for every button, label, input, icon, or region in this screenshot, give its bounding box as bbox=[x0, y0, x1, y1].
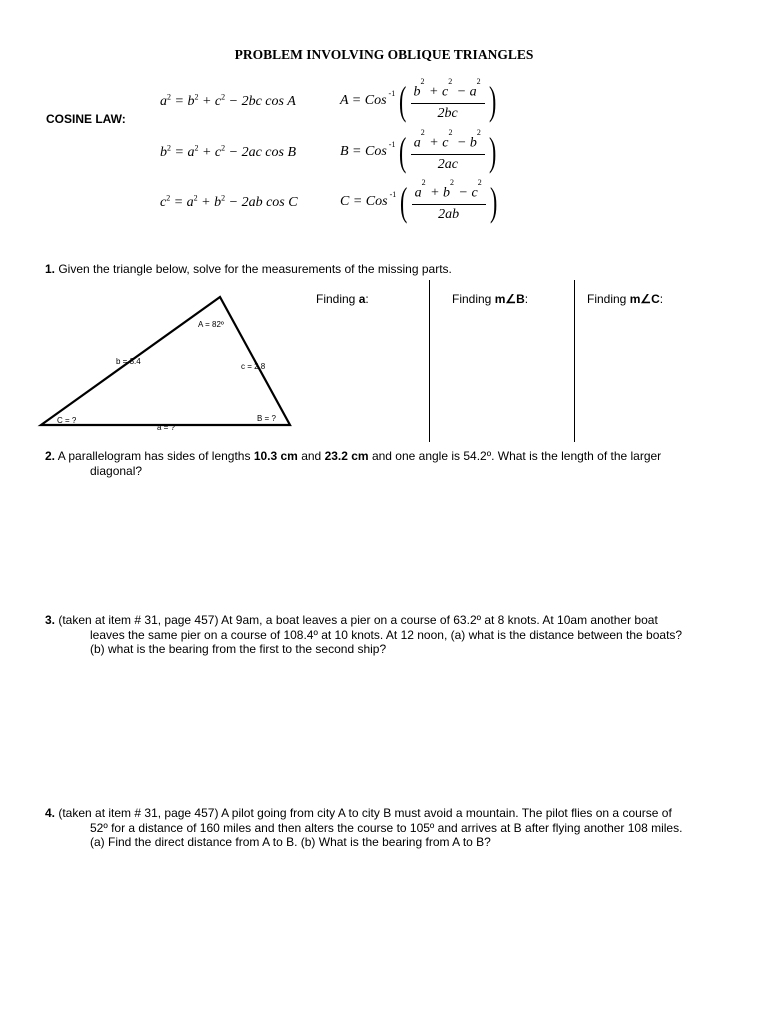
cosine-law-eq-b: $b^2 = a^2 + c^2 - 2ac$ cos B bbox=[160, 143, 297, 160]
question-number: 1. bbox=[45, 262, 56, 276]
label-angle-C: C = ? bbox=[57, 416, 77, 425]
cosine-law-eq-a: $a^2 = b^2 + c^2 - 2bc$ cos A bbox=[160, 92, 296, 109]
question-number: 2. bbox=[45, 449, 56, 463]
question-4: 4. (taken at item # 31, page 457) A pilot going from city A to city B must avoid a mountain. The pilot flies on a course of 52º for a distance of 160 miles and then alters the course to 105º and arrives at B after flying another 108 miles. (a) Find the direct distance from A to B. (b) What is the bearing from A to B? bbox=[45, 806, 683, 849]
inverse-cosine-a: A = Cos $^{-1}$ ( $\frac{b^2 + c^2 - a^2}{2bc}$ ) bbox=[340, 77, 497, 123]
label-angle-B: B = ? bbox=[257, 414, 276, 423]
label-side-a: a = ? bbox=[157, 423, 176, 432]
finding-angle-C-header: Finding m∠C: bbox=[587, 292, 664, 306]
column-divider bbox=[574, 280, 575, 442]
question-number: 3. bbox=[45, 613, 56, 627]
finding-angle-B-header: Finding m∠B: bbox=[452, 292, 529, 306]
label-angle-A: A = 82º bbox=[198, 320, 224, 329]
label-side-c: c = 2.8 bbox=[241, 362, 266, 371]
inverse-cosine-c: C = Cos $^{-1}$ ( $\frac{a^2 + b^2 - c^2}{2ab}$ ) bbox=[340, 178, 498, 224]
question-3: 3. (taken at item # 31, page 457) At 9am, a boat leaves a pier on a course of 63.2º at 8 knots. At 10am another boat leaves the same pier on a course of 108.4º at 10 knots. At 12 noon, (a) what is the distance between the boats? (b) what is the bearing from the first to the second ship? bbox=[45, 613, 683, 656]
column-divider bbox=[429, 280, 430, 442]
page-title: PROBLEM INVOLVING OBLIQUE TRIANGLES bbox=[234, 47, 534, 62]
triangle-shape bbox=[41, 297, 290, 425]
inverse-cosine-b: B = Cos $^{-1}$ ( $\frac{a^2 + c^2 - b^2}{2ac}$ ) bbox=[340, 128, 497, 174]
finding-a-header: Finding a: bbox=[316, 292, 369, 306]
label-side-b: b = 3.4 bbox=[116, 357, 141, 366]
cosine-law-label: COSINE LAW: bbox=[46, 112, 126, 126]
question-2: 2. A parallelogram has sides of lengths 10.3 cm and 23.2 cm and one angle is 54.2º. What is the length of the larger diagonal? bbox=[45, 449, 662, 478]
cosine-law-eq-c: $c^2 = a^2 + b^2 - 2ab$ cos C bbox=[160, 193, 298, 210]
question-text: Given the triangle below, solve for the measurements of the missing parts. bbox=[55, 262, 452, 276]
triangle-diagram bbox=[36, 290, 296, 438]
question-1 bbox=[45, 262, 735, 277]
question-number: 4. bbox=[45, 806, 56, 820]
